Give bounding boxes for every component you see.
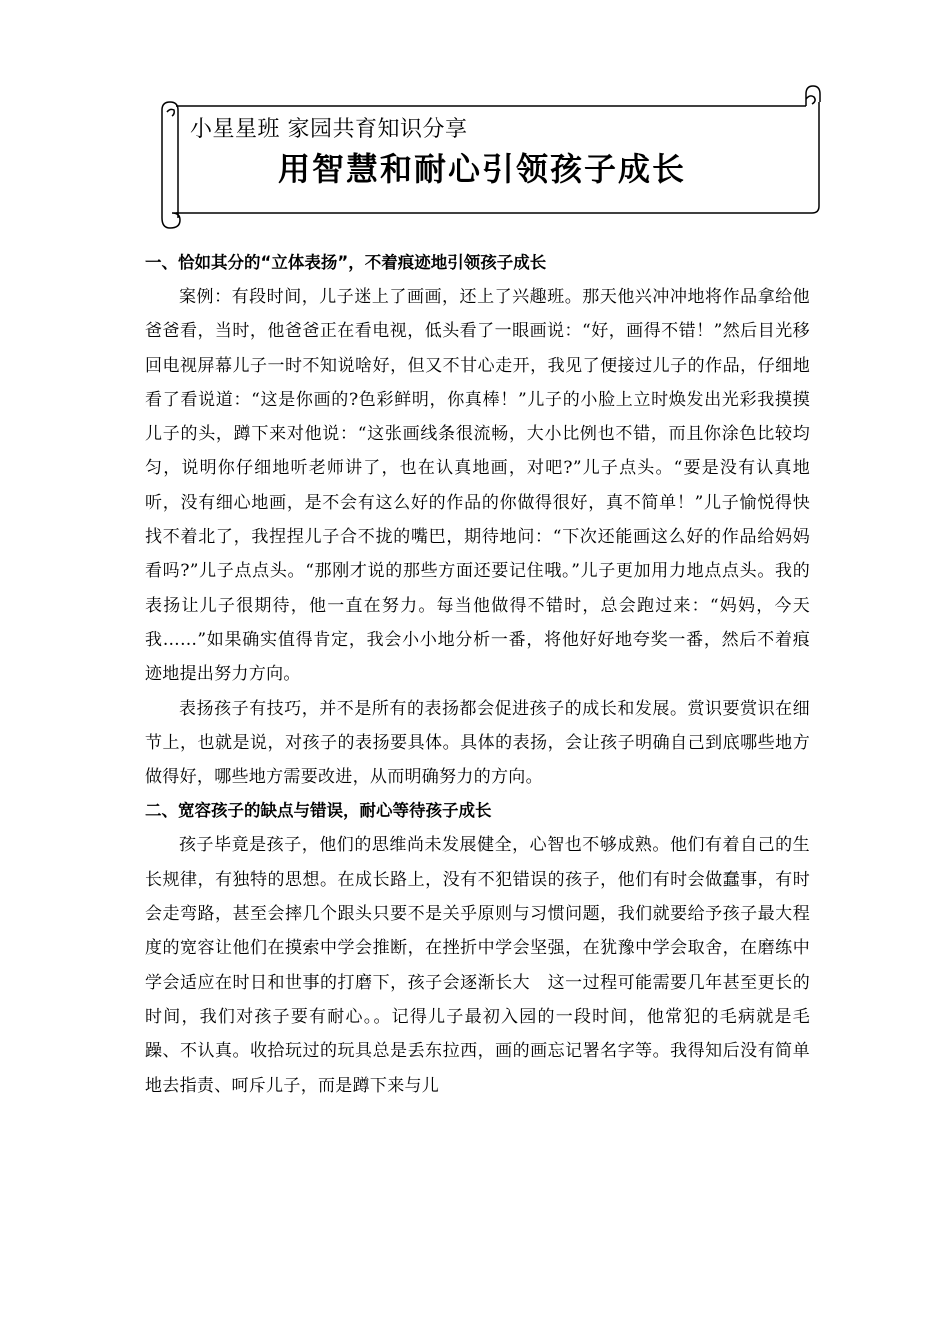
title-scroll-banner bbox=[150, 82, 830, 234]
article-body bbox=[145, 246, 810, 1103]
paragraph: 孩子毕竟是孩子，他们的思维尚未发展健全，心智也不够成熟。他们有着自己的生长规律，有独特的思想。在成长路上，没有不犯错误的孩子，他们有时会做蠢事，有时会走弯路，甚至会摔几个跟头只要不是关乎原则与习惯问题，我们就要给予孩子最大程度的宽容让他们在摸索中学会推断，在挫折中学会坚强，在犹豫中学会取舍，在磨练中学会适应在时日和世事的打磨下，孩子会逐渐长大 这一过程可能需要几年甚至更长的时间，我们对孩子要有耐心。。记得儿子最初入园的一段时间，他常犯的毛病就是毛躁、不认真。收拾玩过的玩具总是丢东拉西，画的画忘记署名字等。我得知后没有简单地去指责、呵斥儿子，而是蹲下来与儿 bbox=[145, 835, 810, 1096]
paragraph: 案例：有段时间，儿子迷上了画画，还上了兴趣班。那天他兴冲冲地将作品拿给他爸爸看，当时，他爸爸正在看电视，低头看了一眼画说：“好，画得不错！”然后目光移回电视屏幕儿子一时不知说啥好，但又不甘心走开，我见了便接过儿子的作品，仔细地看了看说道：“这是你画的?色彩鲜明，你真棒！”儿子的小脸上立时焕发出光彩我摸摸儿子的头，蹲下来对他说：“这张画线条很流畅，大小比例也不错，而且你涂色比较均匀，说明你仔细地听老师讲了，也在认真地画，对吧?”儿子点头。“要是没有认真地听，没有细心地画，是不会有这么好的作品的你做得很好，真不简单！”儿子愉悦得快找不着北了，我捏捏儿子合不拢的嘴巴，期待地问：“下次还能画这么好的作品给妈妈看吗?”儿子点点头。“那刚才说的那些方面还要记住哦。”儿子更加用力地点点头。我的表扬让儿子很期待，他一直在努力。每当他做得不错时，总会跑过来：“妈妈，今天我……”如果确实值得肯定，我会小小地分析一番，将他好好地夸奖一番，然后不着痕迹地提出努力方向。 bbox=[145, 287, 810, 685]
section-heading: 二、宽容孩子的缺点与错误，耐心等待孩子成长 bbox=[145, 801, 492, 821]
banner-title: 用智慧和耐心引领孩子成长 bbox=[278, 150, 687, 188]
banner-subtitle: 小星星班 家园共育知识分享 bbox=[190, 117, 468, 142]
paragraph: 表扬孩子有技巧，并不是所有的表扬都会促进孩子的成长和发展。赏识要赏识在细节上，也就是说，对孩子的表扬要具体。具体的表扬，会让孩子明确自己到底哪些地方做得好，哪些地方需要改进，从而明确努力的方向。 bbox=[145, 698, 810, 788]
section-heading: 一、恰如其分的“立体表扬”，不着痕迹地引领孩子成长 bbox=[145, 253, 547, 272]
